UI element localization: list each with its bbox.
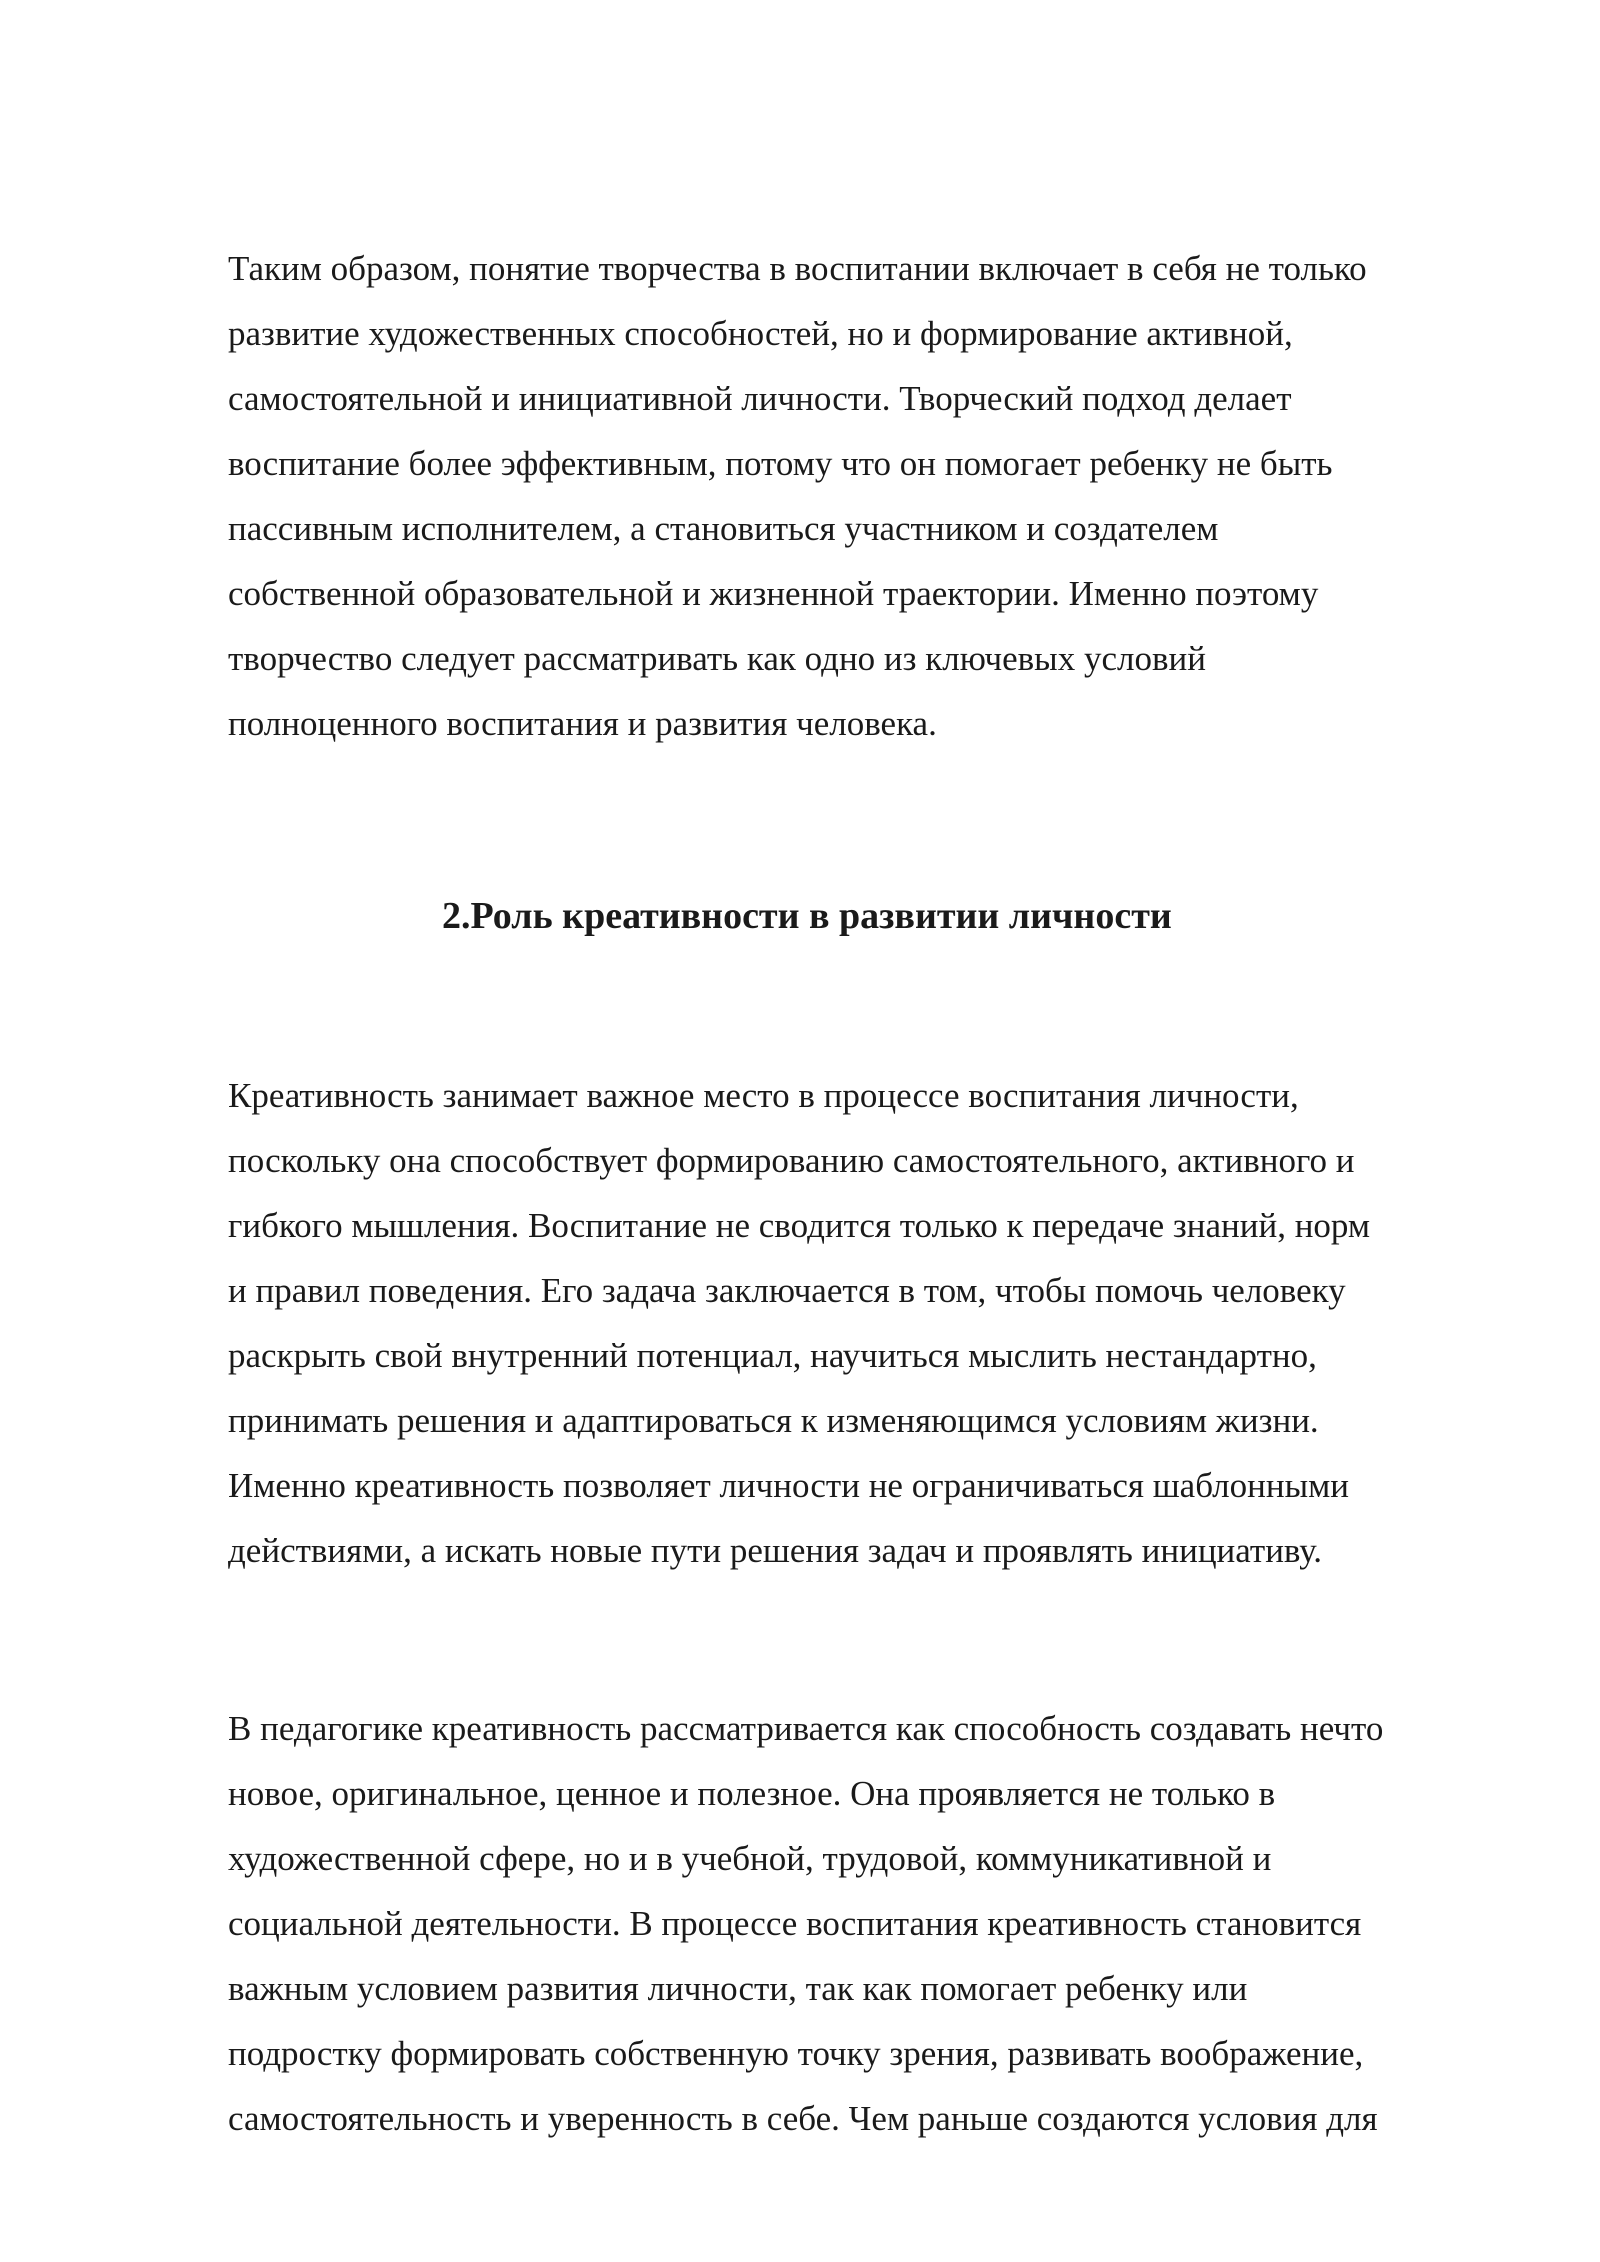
text-line: самостоятельной и инициативной личности. Творческий подход делает <box>228 379 1292 418</box>
page-content <box>228 236 1483 2151</box>
text-line: воспитание более эффективным, потому что он помогает ребенку не быть <box>228 444 1333 483</box>
text-line: и правил поведения. Его задача заключается в том, чтобы помочь человеку <box>228 1271 1346 1310</box>
text-line: действиями, а искать новые пути решения задач и проявлять инициативу. <box>228 1531 1323 1570</box>
text-line: самостоятельность и уверенность в себе. Чем раньше создаются условия для <box>228 2099 1378 2138</box>
text-line: принимать решения и адаптироваться к изменяющимся условиям жизни. <box>228 1401 1319 1440</box>
text-line: развитие художественных способностей, но и формирование активной, <box>228 314 1293 353</box>
text-line: важным условием развития личности, так как помогает ребенку или <box>228 1969 1248 2008</box>
text-line: Таким образом, понятие творчества в воспитании включает в себя не только <box>228 249 1367 288</box>
paragraph-creativity-role <box>228 1063 1483 1583</box>
text-line: Креативность занимает важное место в процессе воспитания личности, <box>228 1076 1299 1115</box>
text-line: полноценного воспитания и развития человека. <box>228 704 937 743</box>
text-line: раскрыть свой внутренний потенциал, научиться мыслить нестандартно, <box>228 1336 1317 1375</box>
paragraph-pedagogy <box>228 1696 1483 2151</box>
text-line: социальной деятельности. В процессе воспитания креативность становится <box>228 1904 1362 1943</box>
spacer <box>228 949 1483 1063</box>
text-line: новое, оригинальное, ценное и полезное. Она проявляется не только в <box>228 1774 1276 1813</box>
section-heading: 2.Роль креативности в развитии личности <box>442 895 1172 937</box>
spacer <box>228 756 1483 884</box>
text-line: гибкого мышления. Воспитание не сводится только к передаче знаний, норм <box>228 1206 1371 1245</box>
text-line: художественной сфере, но и в учебной, трудовой, коммуникативной и <box>228 1839 1272 1878</box>
text-line: пассивным исполнителем, а становиться участником и создателем <box>228 509 1219 548</box>
text-line: В педагогике креативность рассматривается как способность создавать нечто <box>228 1709 1384 1748</box>
text-line: Именно креативность позволяет личности не ограничиваться шаблонными <box>228 1466 1349 1505</box>
text-line: творчество следует рассматривать как одно из ключевых условий <box>228 639 1206 678</box>
spacer <box>228 1583 1483 1696</box>
paragraph-conclusion <box>228 236 1483 756</box>
text-line: поскольку она способствует формированию самостоятельного, активного и <box>228 1141 1355 1180</box>
text-line: собственной образовательной и жизненной траектории. Именно поэтому <box>228 574 1319 613</box>
text-line: подростку формировать собственную точку зрения, развивать воображение, <box>228 2034 1364 2073</box>
